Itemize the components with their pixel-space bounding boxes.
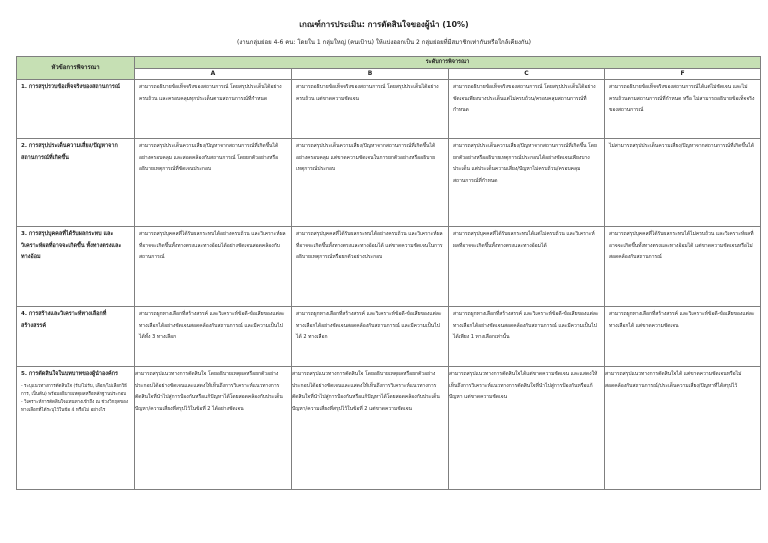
topic-header: หัวข้อการพิจารณา xyxy=(17,57,135,80)
criteria-cell-c: สามารถสรุปแนวทางการตัดสินใจได้แต่ขาดความชัดเจน และแสดงให้เห็นถึงการวิเคราะห์แนวทางการตัดสินใจที่นำไปสู่การป้องกันหรือแก้ปัญหา แต่ขาดความชัดเจน xyxy=(449,367,605,490)
level-c-header: C xyxy=(449,69,605,80)
level-header: ระดับการพิจารณา xyxy=(135,57,761,69)
criteria-cell-b: สามารถสรุปแนวทางการตัดสินใจ โดยอธิบายเหตุผลหรือยกตัวอย่างประกอบได้อย่างชัดเจนและแสดงให้เห็นถึงการวิเคราะห์แนวทางการตัดสินใจที่นำไปสู่การป้องกันหรือแก้ปัญหาได้โดยสอดคล้องกับประเด็นปัญหา/ความเสี่ยงที่สรุปไว้ในข้อที่ 2 แต่ขาดความชัดเจน xyxy=(292,367,449,490)
criteria-cell-f: สามารถผูกทางเลือกที่สร้างสรรค์ และวิเคราะห์ข้อดี-ข้อเสียของแต่ละทางเลือกได้ แต่ขาดความชัดเจน xyxy=(605,307,761,367)
criteria-cell-b: สามารถอธิบายข้อเท็จจริงของสถานการณ์ โดยสรุปประเด็นได้อย่างครบถ้วน แต่ขาดความชัดเจน xyxy=(292,80,449,139)
table-row xyxy=(17,307,761,367)
topic-note: - ระบุแนวทางการตัดสินใจ (รับ/ไม่รับ, เลือก/ไม่เลือกวิธีการ, เป็นต้น) พร้อมอธิบายเหตุผลหรือหลักฐานประกอบ - วิเคราะห์การตัดสินใจแทนทางเข้าถึง ณ ช่วงวิกฤตของทางเลือกที่ได้ระบุไว้ในข้อ 4 หรือไม่ อย่างไร xyxy=(21,383,129,413)
topic-label: 1. การสรุปรวบข้อเท็จจริงของสถานการณ์ xyxy=(21,84,120,90)
table-row xyxy=(17,80,761,139)
criteria-cell-a: สามารถสรุปแนวทางการตัดสินใจ โดยอธิบายเหตุผลหรือยกตัวอย่างประกอบได้อย่างชัดเจนและแสดงให้เห็นถึงการวิเคราะห์แนวทางการตัดสินใจที่นำไปสู่การป้องกันหรือแก้ปัญหาได้โดยสอดคล้องกับประเด็นปัญหา/ความเสี่ยงที่สรุปไว้ในข้อที่ 2 ได้อย่างชัดเจน xyxy=(135,367,292,490)
level-f-header: F xyxy=(605,69,761,80)
criteria-cell-f: สามารถสรุปบุคคลที่ได้รับผลกระทบได้ไม่ครบถ้วน และวิเคราะห์ผลที่อาจจะเกิดขึ้นทั้งทางตรงและทางอ้อมได้ แต่ขาดความชัดเจนหรือไม่สอดคล้องกับสถานการณ์ xyxy=(605,227,761,307)
rubric-table xyxy=(16,56,761,490)
criteria-cell-b: สามารถผูกทางเลือกที่สร้างสรรค์ และวิเคราะห์ข้อดี-ข้อเสียของแต่ละทางเลือกได้อย่างชัดเจนสอดคล้องกับสถานการณ์ และมีความเป็นไปได้ 2 ทางเลือก xyxy=(292,307,449,367)
criteria-cell-f: สามารถสรุปแนวทางการตัดสินใจได้ แต่ขาดความชัดเจนหรือไม่สอดคล้องกับสถานการณ์/ประเด็นความเสี่ยง/ปัญหาที่ได้สรุปไว้ xyxy=(605,367,761,490)
table-row xyxy=(17,227,761,307)
topic-cell xyxy=(17,139,135,227)
criteria-cell-c: สามารถสรุปประเด็นความเสี่ยง/ปัญหาจากสถานการณ์ที่เกิดขึ้น โดยยกตัวอย่างหรืออธิบายเหตุการณ์ประกอบได้อย่างชัดเจนเพียงบางประเด็น แต่ประเด็นความเสี่ยง/ปัญหาไม่ครบถ้วน/ครอบคลุมสถานการณ์ที่กำหนด xyxy=(449,139,605,227)
topic-label: 5. การตัดสินใจในบทบาทของผู้นำองค์กร xyxy=(21,371,118,377)
topic-cell xyxy=(17,80,135,139)
criteria-cell-f: สามารถอธิบายข้อเท็จจริงของสถานการณ์ได้แต่ไม่ชัดเจน และไม่ครบถ้วนตามสถานการณ์ที่กำหนด หรือ ไม่สามารถอธิบายข้อเท็จจริงของสถานการณ์ xyxy=(605,80,761,139)
topic-cell xyxy=(17,227,135,307)
criteria-cell-a: สามารถอธิบายข้อเท็จจริงของสถานการณ์ โดยสรุปประเด็นได้อย่างครบถ้วน และครอบคลุมทุกประเด็นตามสถานการณ์ที่กำหนด xyxy=(135,80,292,139)
table-row xyxy=(17,367,761,490)
criteria-cell-a: สามารถผูกทางเลือกที่สร้างสรรค์ และวิเคราะห์ข้อดี-ข้อเสียของแต่ละทางเลือกได้อย่างชัดเจนสอดคล้องกับสถานการณ์ และมีความเป็นไปได้ทั้ง 3 ทางเลือก xyxy=(135,307,292,367)
topic-cell xyxy=(17,367,135,490)
level-a-header: A xyxy=(135,69,292,80)
topic-label: 2. การสรุปประเด็นความเสี่ยง/ปัญหาจากสถานการณ์ที่เกิดขึ้น xyxy=(21,143,118,161)
page-title: เกณฑ์การประเมิน: การตัดสินใจของผู้นำ (10%) xyxy=(299,20,469,29)
table-row xyxy=(17,139,761,227)
page-subtitle: (งานกลุ่มย่อย 4-6 คน: โดยใน 1 กลุ่มใหญ่ (คนเป้าน) ให้แบ่งออกเป็น 2 กลุ่มย่อยที่มีสมาชิกเท่ากันหรือใกล้เคียงกัน) xyxy=(237,39,531,46)
topic-cell xyxy=(17,307,135,367)
criteria-cell-c: สามารถอธิบายข้อเท็จจริงของสถานการณ์ โดยสรุปประเด็นได้อย่างชัดเจนเพียงบางประเด็นแต่ไม่ครบถ้วน/ครอบคลุมสถานการณ์ที่กำหนด xyxy=(449,80,605,139)
criteria-cell-c: สามารถสรุปบุคคลที่ได้รับผลกระทบได้แต่ไม่ครบถ้วน และวิเคราะห์ผลที่อาจจะเกิดขึ้นทั้งทางตรงและทางอ้อมได้ xyxy=(449,227,605,307)
criteria-cell-a: สามารถสรุปบุคคลที่ได้รับผลกระทบได้อย่างครบถ้วน และวิเคราะห์ผลที่อาจจะเกิดขึ้นทั้งทางตรงและทางอ้อมได้อย่างชัดเจนสอดคล้องกับสถานการณ์ xyxy=(135,227,292,307)
criteria-cell-f: ไม่สามารถสรุปประเด็นความเสี่ยง/ปัญหาจากสถานการณ์ที่เกิดขึ้นได้ xyxy=(605,139,761,227)
criteria-cell-b: สามารถสรุปบุคคลที่ได้รับผลกระทบได้อย่างครบถ้วน และวิเคราะห์ผลที่อาจจะเกิดขึ้นทั้งทางตรงและทางอ้อมได้ แต่ขาดความชัดเจนในการอธิบายเหตุการณ์หรือยกตัวอย่างประกอบ xyxy=(292,227,449,307)
topic-label: 3. การสรุปบุคคลที่ได้รับผลกระทบ และวิเคราะห์ผลที่อาจจะเกิดขึ้น ทั้งทางตรงและทางอ้อม xyxy=(21,231,122,260)
criteria-cell-c: สามารถผูกทางเลือกที่สร้างสรรค์ และวิเคราะห์ข้อดี-ข้อเสียของแต่ละทางเลือกได้อย่างชัดเจนสอดคล้องกับสถานการณ์ และมีความเป็นไปได้เพียง 1 ทางเลือกเท่านั้น xyxy=(449,307,605,367)
criteria-cell-b: สามารถสรุปประเด็นความเสี่ยง/ปัญหาจากสถานการณ์ที่เกิดขึ้นได้อย่างครอบคลุม แต่ขาดความชัดเจนในการยกตัวอย่างหรืออธิบายเหตุการณ์ประกอบ xyxy=(292,139,449,227)
criteria-cell-a: สามารถสรุปประเด็นความเสี่ยง/ปัญหาจากสถานการณ์ที่เกิดขึ้นได้อย่างครอบคลุม และสอดคล้องกับสถานการณ์ โดยยกตัวอย่างหรืออธิบายเหตุการณ์ที่ชัดเจนประกอบ xyxy=(135,139,292,227)
header-row xyxy=(17,57,761,69)
level-b-header: B xyxy=(292,69,449,80)
topic-label: 4. การสร้างและวิเคราะห์ทางเลือกที่สร้างสรรค์ xyxy=(21,311,107,329)
